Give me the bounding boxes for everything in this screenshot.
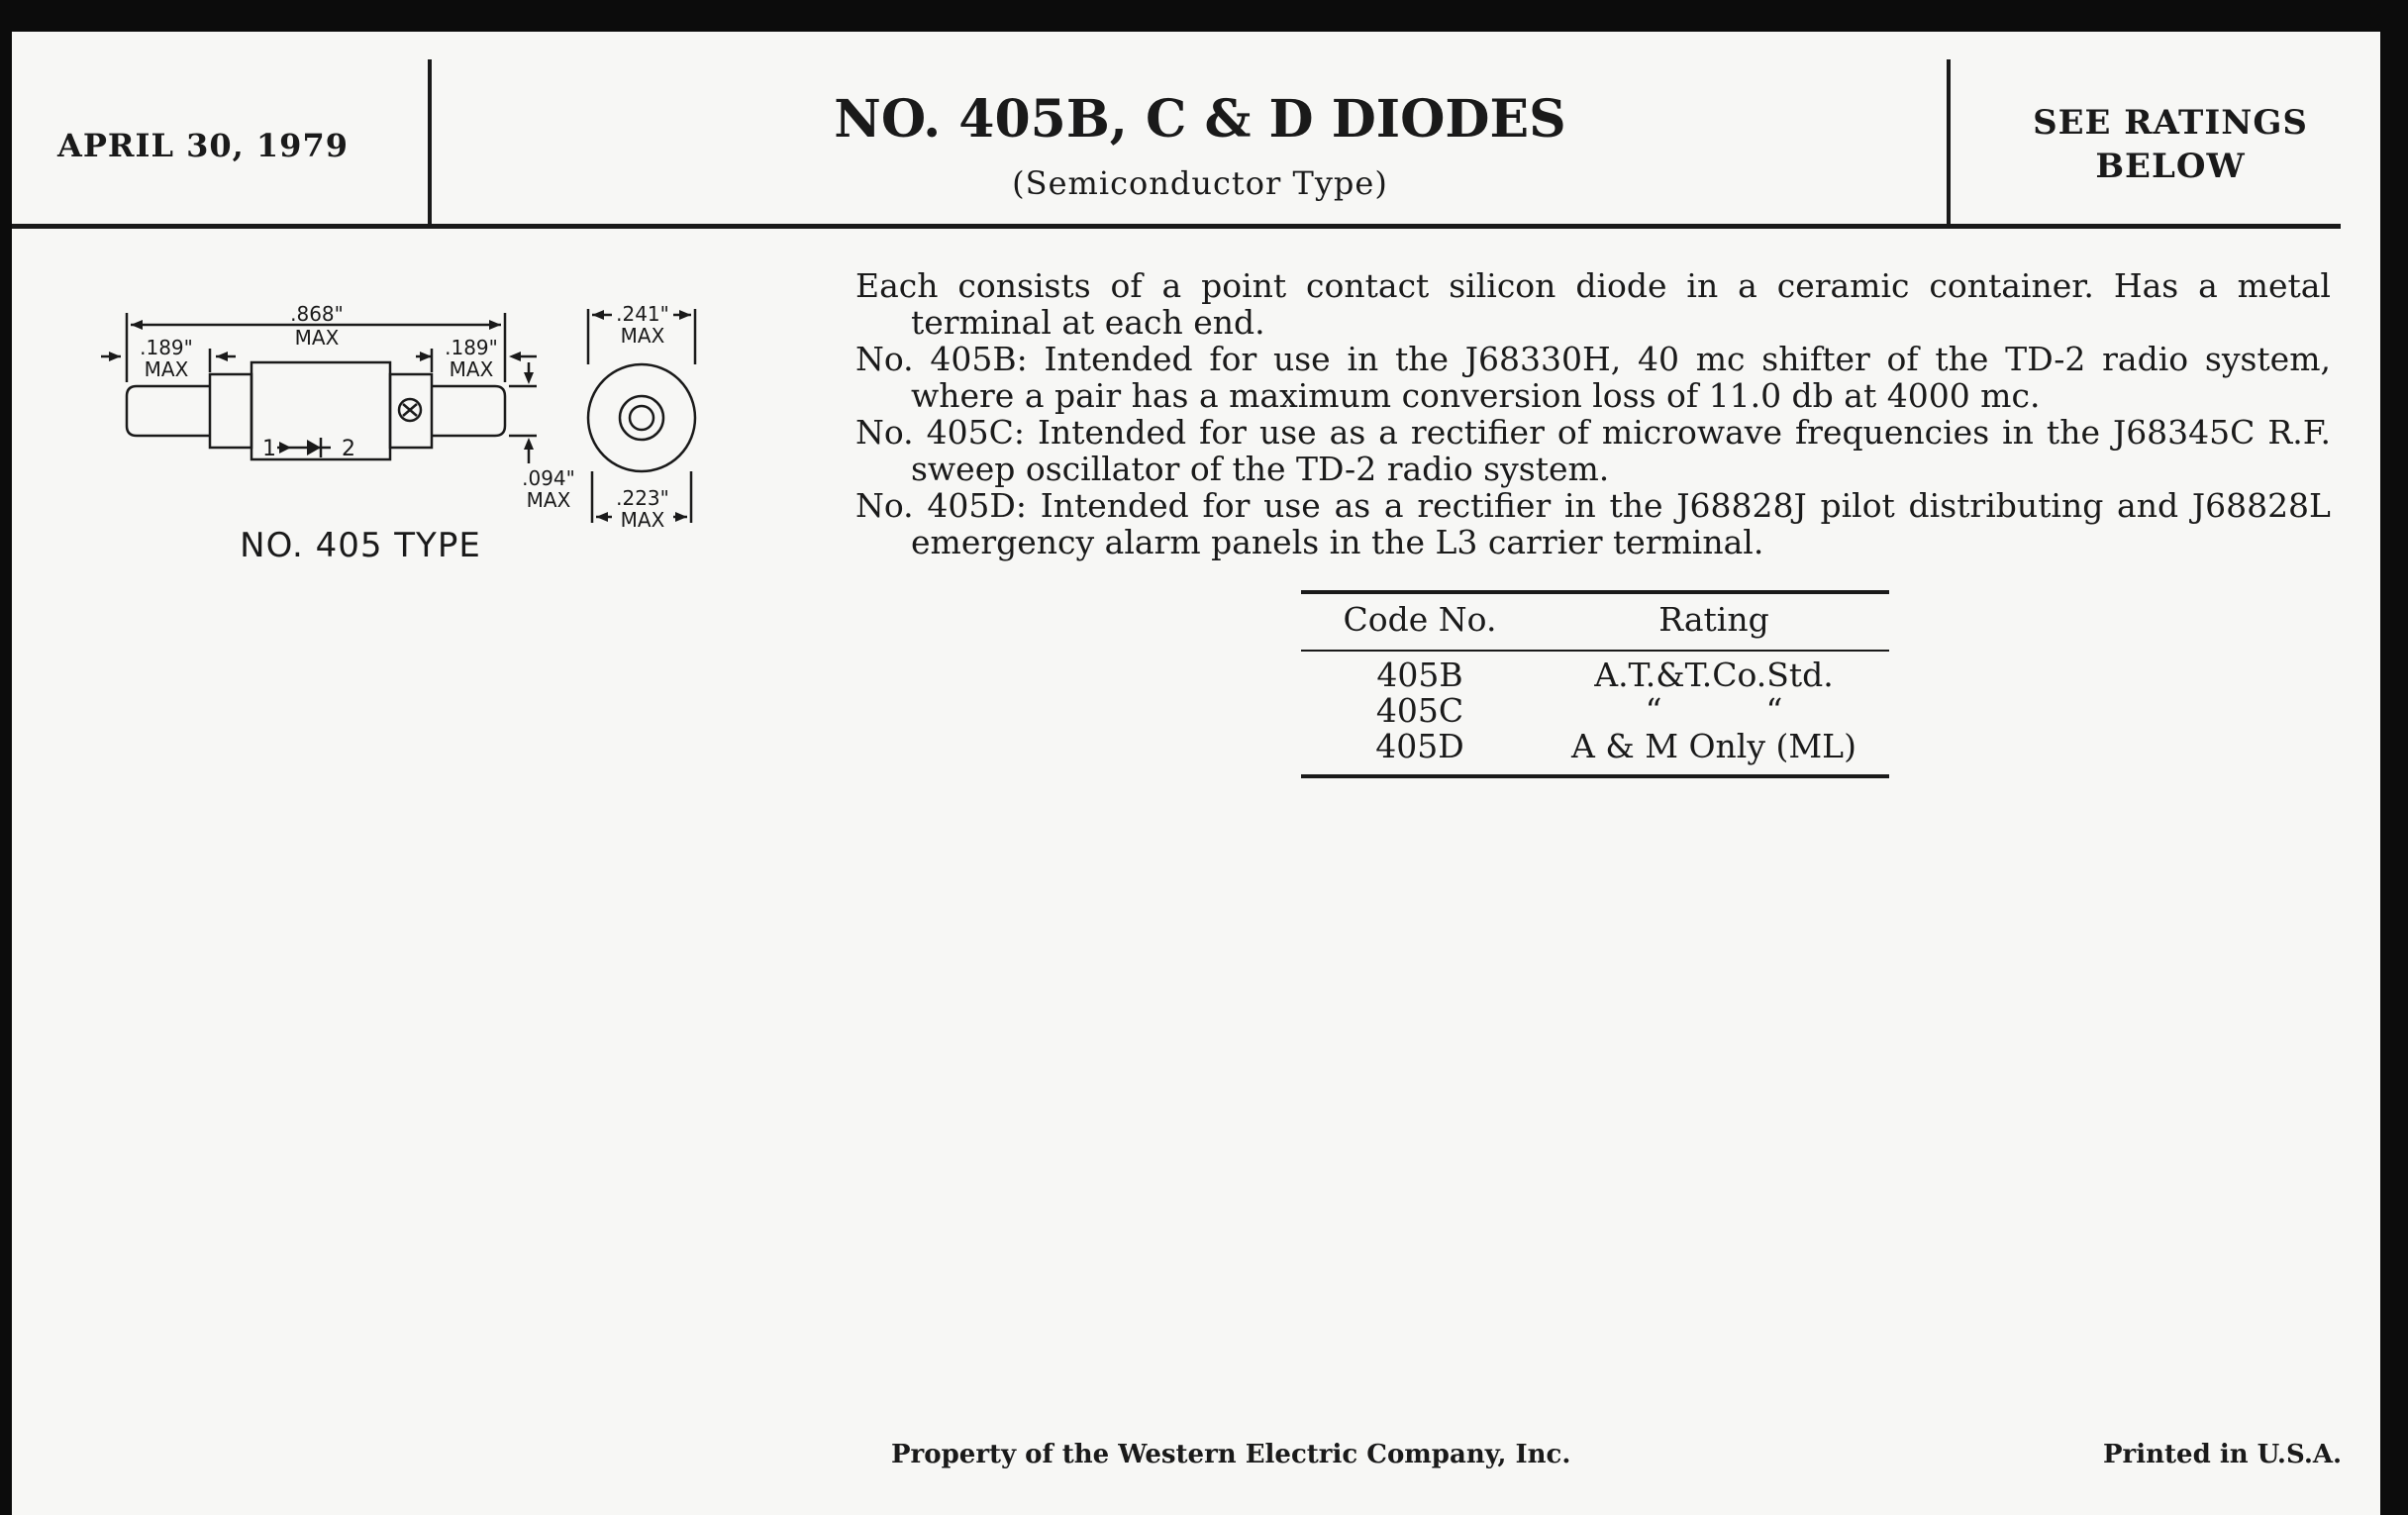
- body-diameter-label: .241": [616, 302, 669, 326]
- column-header-code: Code No.: [1343, 600, 1497, 639]
- ratings-note-line2: BELOW: [2095, 147, 2246, 186]
- header-rule: [12, 224, 2341, 229]
- data-sheet: [12, 32, 2380, 1515]
- page-subtitle: (Semiconductor Type): [1012, 164, 1388, 202]
- table-cell-code: 405D: [1375, 727, 1464, 765]
- drawing-caption: NO. 405 TYPE: [240, 526, 481, 565]
- diode-description: [855, 267, 2331, 560]
- table-row: [1301, 691, 1889, 730]
- end-diameter-label: .223": [616, 486, 669, 510]
- left-flange-outline: [210, 374, 251, 448]
- table-bottom-rule: [1301, 774, 1889, 778]
- footer-printed-notice: Printed in U.S.A.: [2103, 1440, 2343, 1469]
- header-divider-right: [1947, 59, 1951, 224]
- table-cell-code: 405C: [1375, 691, 1464, 730]
- end-diameter-note: MAX: [620, 508, 665, 532]
- description-405b-text: Intended for use in the J68330H, 40 mc shifter of the TD-2 radio system, where a pair has a maximum conversion loss of 11.0 db at 4000 mc.: [911, 340, 2331, 415]
- end-view-outline: [588, 364, 695, 471]
- description-405c-text: Intended for use as a rectifier of microwave frequencies in the J68345C R.F. sweep oscillator of the TD-2 radio system.: [911, 413, 2331, 488]
- table-header-rule: [1301, 650, 1889, 652]
- column-header-rating: Rating: [1658, 600, 1769, 639]
- description-405d-label: No. 405D:: [855, 486, 1027, 525]
- table-cell-rating: A.T.&T.Co.Std.: [1594, 656, 1834, 694]
- table-top-rule: [1301, 590, 1889, 594]
- right-lead-note: MAX: [449, 357, 494, 381]
- table-cell-code: 405B: [1376, 656, 1463, 694]
- description-405d-text: Intended for use as a rectifier in the J68828J pilot distributing and J68828L emergency alarm panels in the L3 carrier terminal.: [911, 486, 2331, 561]
- issue-date: APRIL 30, 1979: [57, 127, 349, 164]
- terminal-2-label: 2: [342, 437, 355, 461]
- description-general: [855, 267, 2331, 341]
- footer-property-notice: Property of the Western Electric Company, Inc.: [891, 1440, 1571, 1469]
- left-lead-note: MAX: [144, 357, 189, 381]
- table-cell-rating: A & M Only (ML): [1571, 727, 1856, 765]
- description-general-text: Each consists of a point contact silicon diode in a ceramic container. Has a metal terminal at each end.: [855, 266, 2331, 342]
- ratings-note-line1: SEE RATINGS: [2033, 103, 2308, 143]
- table-cell-rating: “ “: [1645, 691, 1783, 730]
- right-lead-outline: [432, 386, 505, 436]
- scan-border: [2380, 32, 2408, 1515]
- description-405c: [855, 414, 2331, 487]
- description-405c-label: No. 405C:: [855, 413, 1025, 452]
- table-row: [1301, 727, 1889, 765]
- left-lead-outline: [127, 386, 210, 436]
- terminal-1-label: 1: [262, 437, 276, 461]
- lead-diameter-note: MAX: [526, 488, 571, 512]
- description-405d: [855, 487, 2331, 560]
- lead-diameter-label: .094": [522, 466, 575, 490]
- ratings-table: [1301, 590, 1889, 765]
- description-405b: [855, 341, 2331, 414]
- left-lead-label: .189": [140, 336, 193, 359]
- overall-length-label: .868": [290, 302, 344, 326]
- diode-outline-drawing: [101, 295, 754, 592]
- overall-length-note: MAX: [294, 326, 340, 350]
- body-diameter-note: MAX: [620, 324, 665, 348]
- description-405b-label: No. 405B:: [855, 340, 1028, 378]
- page-title: NO. 405B, C & D DIODES: [834, 89, 1566, 150]
- ratings-note: [1962, 101, 2378, 188]
- right-lead-label: .189": [445, 336, 498, 359]
- table-row: [1301, 656, 1889, 694]
- table-header-row: [1301, 600, 1889, 639]
